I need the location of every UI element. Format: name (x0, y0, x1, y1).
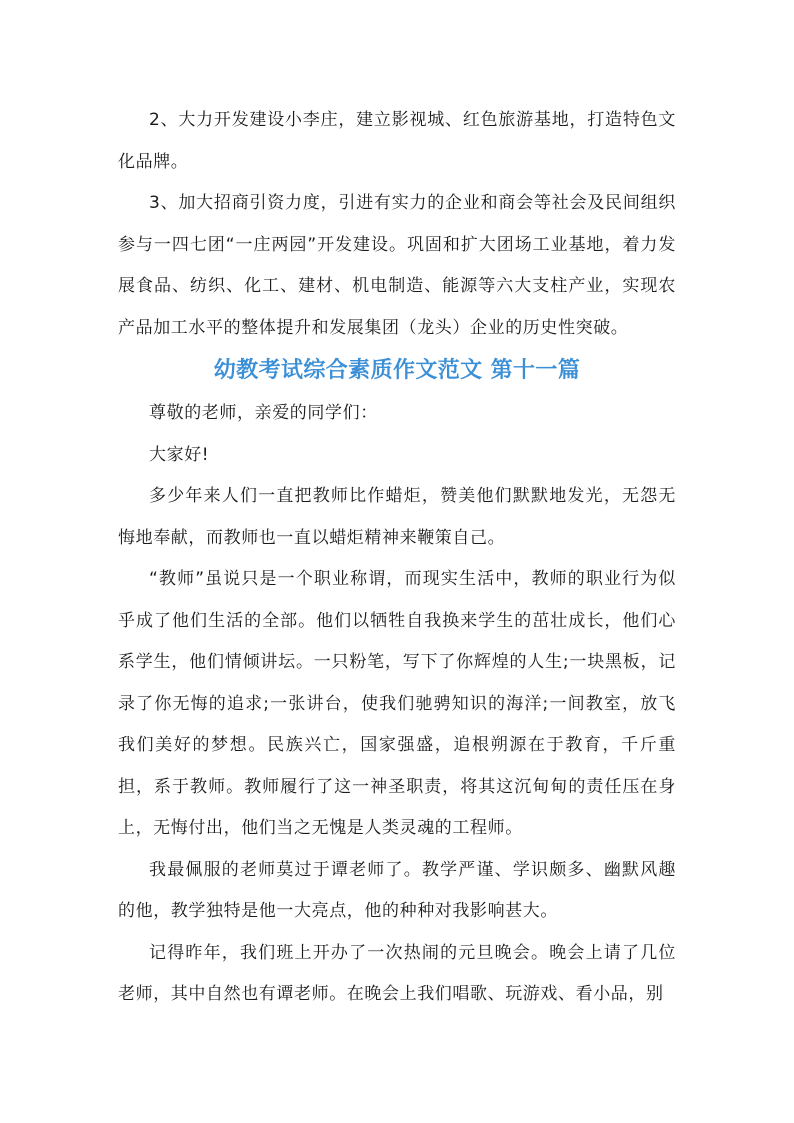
document-page (118, 100, 676, 1016)
paragraph: 多少年来人们一直把教师比作蜡炬，赞美他们默默地发光，无怨无悔地奉献，而教师也一直以蜡炬精神来鞭策自己。 (118, 486, 676, 548)
paragraph: 大家好! (149, 444, 210, 465)
paragraph: 3、加大招商引资力度，引进有实力的企业和商会等社会及民间组织参与一四七团“一庄两园”开发建设。巩固和扩大团场工业基地，着力发展食品、纺织、化工、建材、机电制造、能源等六大支柱产业，实现农产品加工水平的整体提升和发展集团（龙头）企业的历史性突破。 (118, 193, 676, 338)
paragraph: “教师”虽说只是一个职业称谓，而现实生活中，教师的职业行为似乎成了他们生活的全部。他们以牺牲自我换来学生的茁壮成长，他们心系学生，他们情倾讲坛。一只粉笔，写下了你辉煌的人生;一块黑板，记录了你无悔的追求;一张讲台，使我们驰骋知识的海洋;一间教室，放飞我们美好的梦想。民族兴亡，国家强盛，追根朔源在于教育，千斤重担，系于教师。教师履行了这一神圣职责，将其这沉甸甸的责任压在身上，无悔付出，他们当之无愧是人类灵魂的工程师。 (118, 569, 676, 838)
section-heading: 幼教考试综合素质作文范文 第十一篇 (213, 358, 581, 383)
paragraph: 尊敬的老师，亲爱的同学们： (149, 403, 378, 423)
paragraph: 记得昨年，我们班上开办了一次热闹的元旦晚会。晚会上请了几位老师，其中自然也有谭老师。在晚会上我们唱歌、玩游戏、看小品，别 (118, 942, 676, 1004)
paragraph: 我最佩服的老师莫过于谭老师了。教学严谨、学识颇多、幽默风趣的他，教学独特是他一大亮点，他的种种对我影响甚大。 (118, 859, 676, 921)
paragraph: 2、大力开发建设小李庄，建立影视城、红色旅游基地，打造特色文化品牌。 (118, 110, 676, 172)
